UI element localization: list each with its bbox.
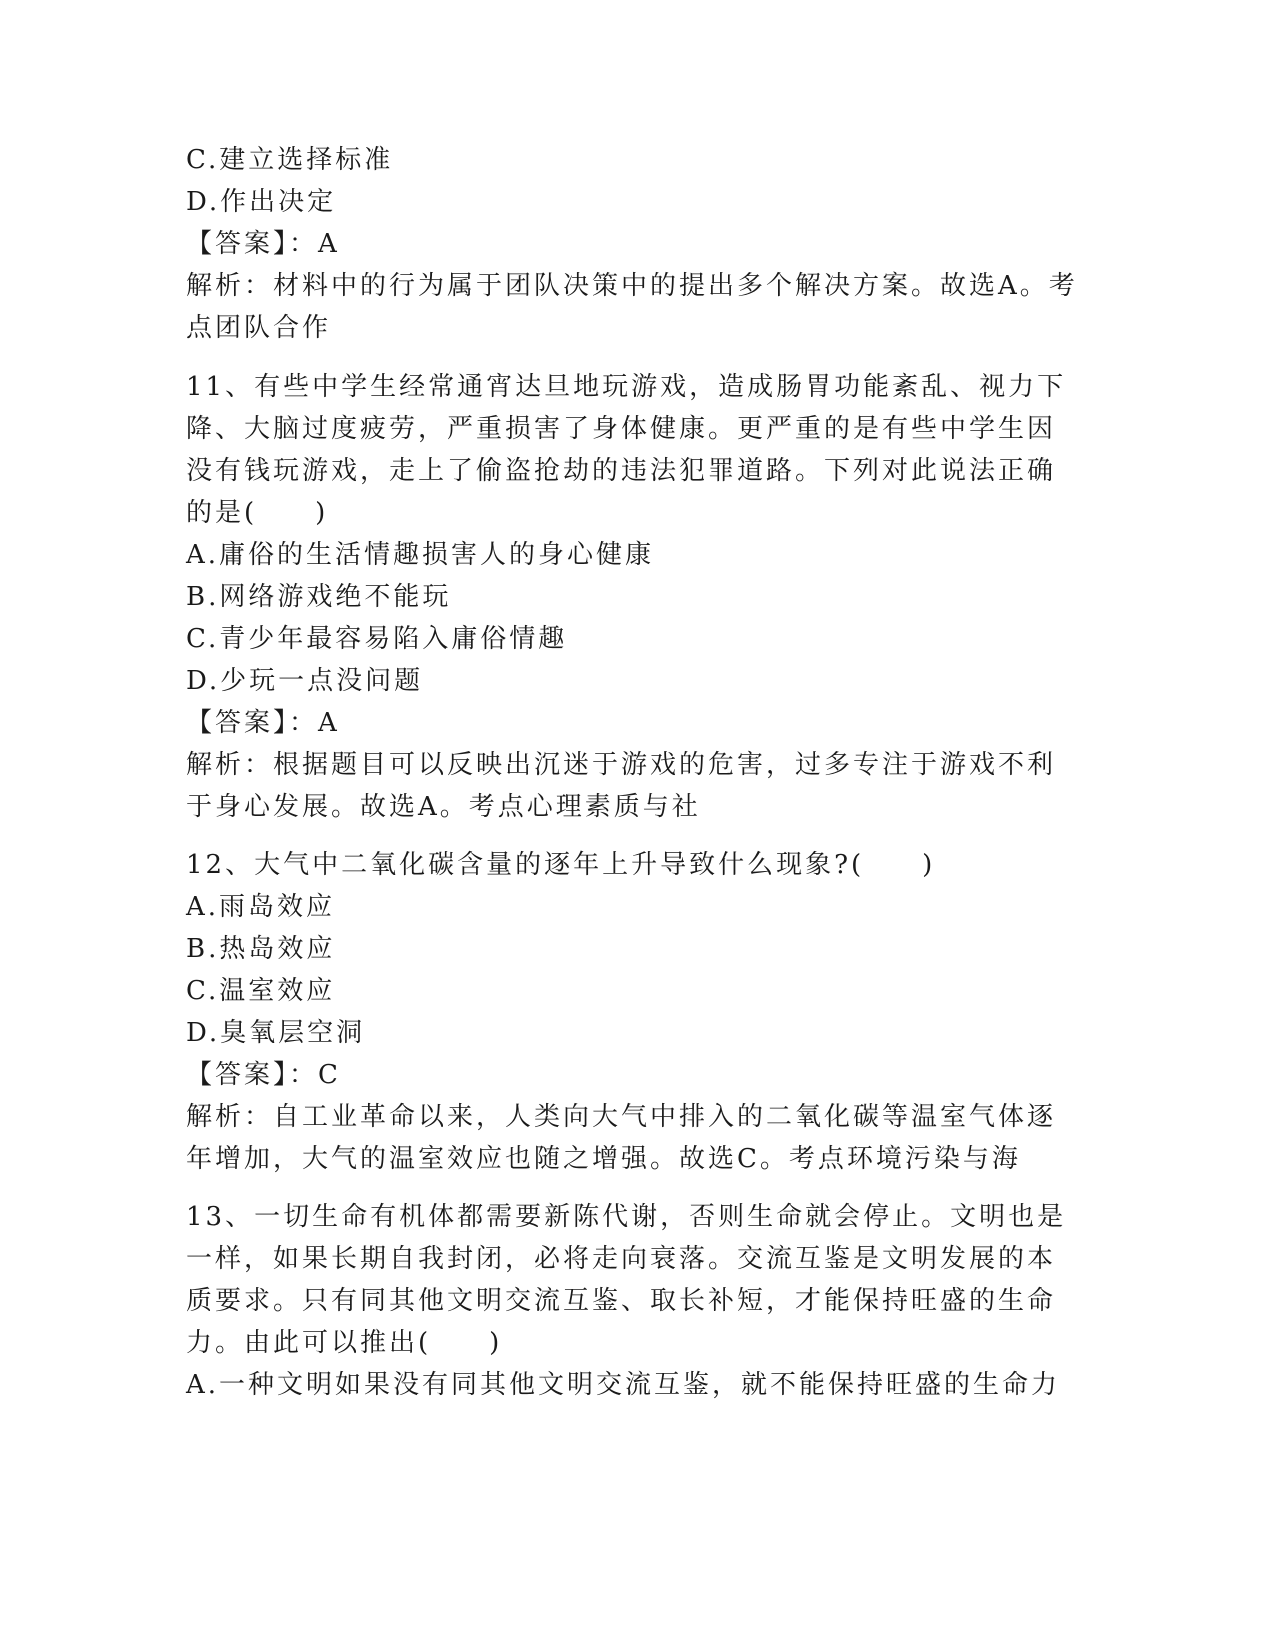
q11-stem-line1: 11、有些中学生经常通宵达旦地玩游戏，造成肠胃功能紊乱、视力下 (186, 372, 1067, 402)
q10-explanation-line1: 解析：材料中的行为属于团队决策中的提出多个解决方案。故选A。考 (186, 271, 1078, 301)
q13-option-a: A.一种文明如果没有同其他文明交流互鉴，就不能保持旺盛的生命力 (186, 1370, 1061, 1400)
q11-option-d: D.少玩一点没问题 (186, 666, 424, 696)
q12-option-a: A.雨岛效应 (186, 892, 336, 922)
q13-stem-line3: 质要求。只有同其他文明交流互鉴、取长补短，才能保持旺盛的生命 (186, 1286, 1057, 1316)
q11-answer: 【答案】：A (186, 708, 340, 738)
q12-option-c: C.温室效应 (186, 976, 336, 1006)
q11-option-b: B.网络游戏绝不能玩 (186, 582, 452, 612)
q13-stem-line4: 力。由此可以推出( ) (186, 1328, 503, 1358)
q11-explanation-line1: 解析：根据题目可以反映出沉迷于游戏的危害，过多专注于游戏不利 (186, 750, 1057, 780)
q12-answer: 【答案】：C (186, 1060, 341, 1090)
q11-stem-line4: 的是( ) (186, 498, 329, 528)
q12-option-d: D.臭氧层空洞 (186, 1018, 366, 1048)
q11-option-a: A.庸俗的生活情趣损害人的身心健康 (186, 540, 655, 570)
q10-answer: 【答案】：A (186, 229, 340, 259)
q13-stem-line2: 一样，如果长期自我封闭，必将走向衰落。交流互鉴是文明发展的本 (186, 1244, 1057, 1274)
q11-explanation-line2: 于身心发展。故选A。考点心理素质与社 (186, 792, 701, 822)
q13-stem-line1: 13、一切生命有机体都需要新陈代谢，否则生命就会停止。文明也是 (186, 1202, 1067, 1232)
q10-option-c: C.建立选择标准 (186, 145, 394, 175)
q12-option-b: B.热岛效应 (186, 934, 336, 964)
q11-option-c: C.青少年最容易陷入庸俗情趣 (186, 624, 568, 654)
q10-explanation-line2: 点团队合作 (186, 313, 332, 343)
q12-explanation-line1: 解析：自工业革命以来，人类向大气中排入的二氧化碳等温室气体逐 (186, 1102, 1057, 1132)
q11-stem-line2: 降、大脑过度疲劳，严重损害了身体健康。更严重的是有些中学生因 (186, 414, 1057, 444)
q10-option-d: D.作出决定 (186, 187, 337, 217)
q11-stem-line3: 没有钱玩游戏，走上了偷盗抢劫的违法犯罪道路。下列对此说法正确 (186, 456, 1057, 486)
q12-stem-line1: 12、大气中二氧化碳含量的逐年上升导致什么现象?( ) (186, 850, 936, 880)
q12-explanation-line2: 年增加，大气的温室效应也随之增强。故选C。考点环境污染与海 (186, 1144, 1021, 1174)
